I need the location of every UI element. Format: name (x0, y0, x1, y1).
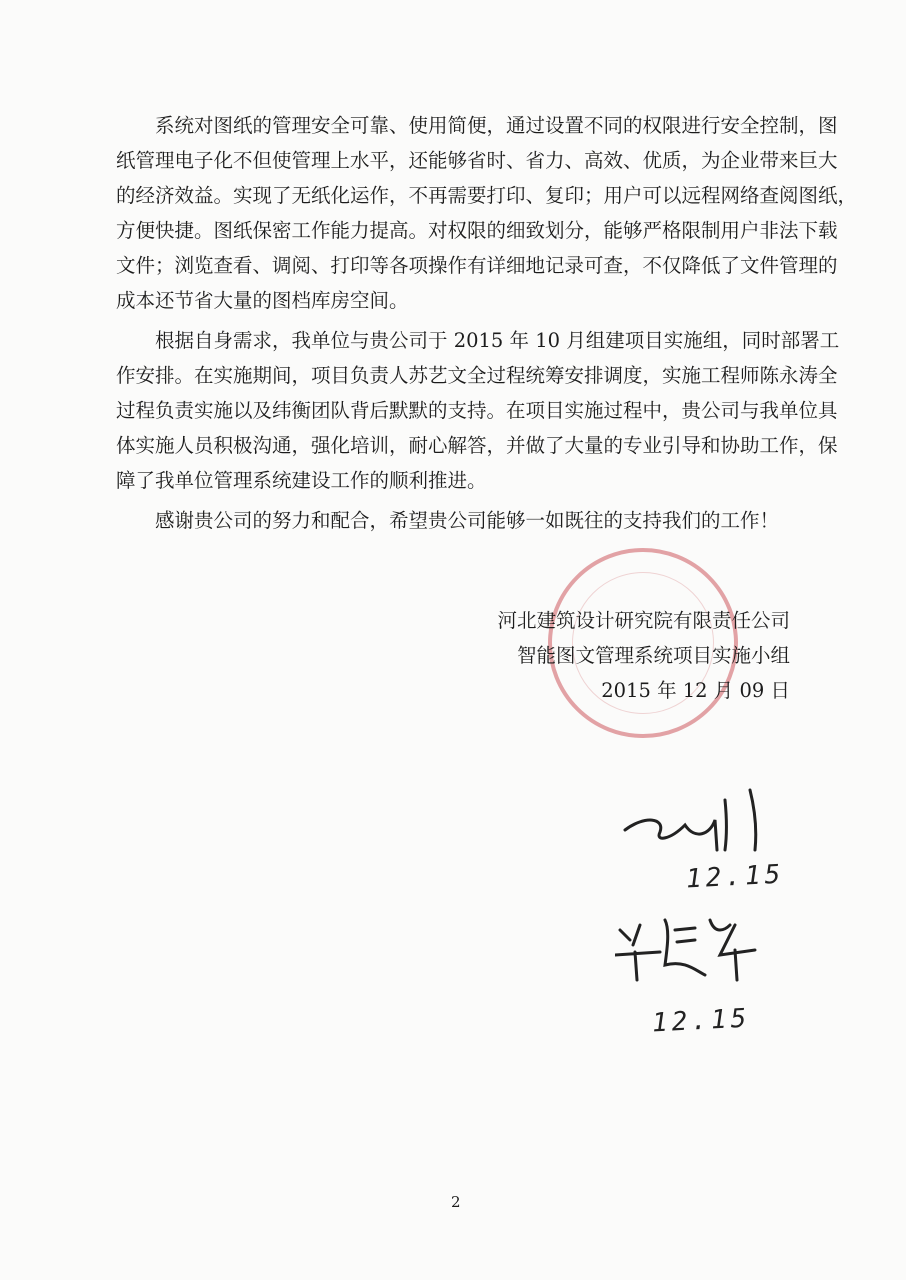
text-line: 方便快捷。图纸保密工作能力提高。对权限的细致划分，能够严格限制用户非法下载 (116, 219, 838, 242)
text-line: 体实施人员积极沟通，强化培训，耐心解答，并做了大量的专业引导和协助工作，保 (116, 434, 838, 457)
page-number: 2 (451, 1193, 461, 1211)
paragraph-2 (116, 323, 840, 498)
paragraph-3 (116, 503, 790, 538)
signature-date: 2015 年 12 月 09 日 (601, 679, 790, 702)
signature-block (497, 603, 790, 708)
text-line: 系统对图纸的管理安全可靠、使用简便，通过设置不同的权限进行安全控制，图 (155, 114, 838, 137)
paragraph-1 (116, 108, 858, 318)
text-line: 的经济效益。实现了无纸化运作，不再需要打印、复印；用户可以远程网络查阅图纸， (116, 184, 858, 207)
text-line: 障了我单位管理系统建设工作的顺利推进。 (116, 469, 487, 492)
handwritten-date-2: 12.15 (651, 1003, 751, 1039)
text-line: 文件；浏览查看、调阅、打印等各项操作有详细地记录可查，不仅降低了文件管理的 (116, 254, 838, 277)
text-line: 成本还节省大量的图档库房空间。 (116, 289, 409, 312)
text-line: 根据自身需求，我单位与贵公司于 2015 年 10 月组建项目实施组，同时部署工 (155, 329, 840, 352)
text-line: 感谢贵公司的努力和配合，希望贵公司能够一如既往的支持我们的工作！ (155, 509, 780, 532)
signature-organization: 河北建筑设计研究院有限责任公司 (497, 609, 790, 632)
signature-stroke (615, 920, 755, 980)
signature-stroke (625, 790, 756, 850)
signature-group: 智能图文管理系统项目实施小组 (516, 644, 790, 667)
text-line: 作安排。在实施期间，项目负责人苏艺文全过程统筹安排调度，实施工程师陈永涛全 (116, 364, 838, 387)
text-line: 纸管理电子化不但使管理上水平，还能够省时、省力、高效、优质，为企业带来巨大 (116, 149, 838, 172)
text-line: 过程负责实施以及纬衡团队背后默默的支持。在项目实施过程中，贵公司与我单位具 (116, 399, 838, 422)
handwritten-date-1: 12.15 (685, 859, 785, 895)
